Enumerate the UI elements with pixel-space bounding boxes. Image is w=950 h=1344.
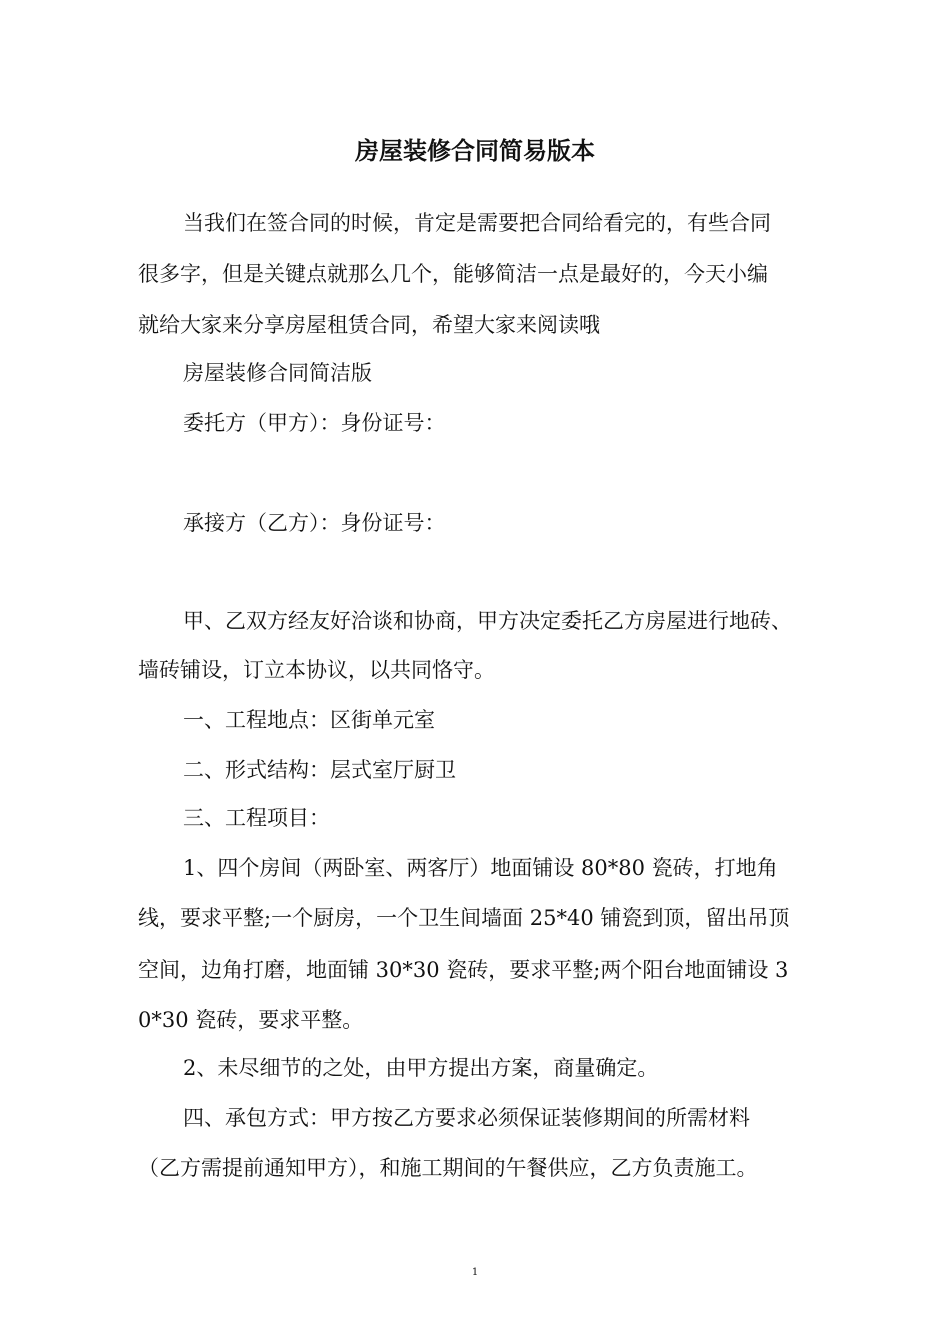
page-number: 1 — [471, 1267, 479, 1278]
section-heading: 一、工程地点：区街单元室 — [183, 708, 435, 732]
paragraph-line: 墙砖铺设，订立本协议，以共同恪守。 — [138, 658, 495, 682]
paragraph-line: 线，要求平整;一个厨房，一个卫生间墙面 25*40 铺瓷到顶，留出吊顶 — [138, 906, 790, 930]
paragraph-line: 2、未尽细节的之处，由甲方提出方案，商量确定。 — [183, 1056, 659, 1080]
paragraph-line: 空间，边角打磨，地面铺 30*30 瓷砖，要求平整;两个阳台地面铺设 3 — [138, 958, 789, 982]
contractor-line: 承接方（乙方）：身份证号： — [183, 511, 446, 535]
paragraph-line: （乙方需提前通知甲方），和施工期间的午餐供应，乙方负责施工。 — [138, 1156, 758, 1180]
paragraph-line: 就给大家来分享房屋租赁合同，希望大家来阅读哦 — [138, 313, 600, 337]
paragraph-line: 很多字，但是关键点就那么几个，能够简洁一点是最好的，今天小编 — [138, 262, 768, 286]
paragraph-line: 0*30 瓷砖，要求平整。 — [138, 1008, 364, 1032]
section-heading: 四、承包方式：甲方按乙方要求必须保证装修期间的所需材料 — [183, 1106, 750, 1130]
paragraph-line: 1、四个房间（两卧室、两客厅）地面铺设 80*80 瓷砖，打地角 — [183, 856, 778, 880]
paragraph-line: 房屋装修合同简洁版 — [183, 361, 372, 385]
paragraph-line: 当我们在签合同的时候，肯定是需要把合同给看完的，有些合同 — [183, 211, 771, 235]
client-line: 委托方（甲方）：身份证号： — [183, 411, 446, 435]
document-title: 房屋装修合同简易版本 — [355, 137, 595, 165]
section-heading: 三、工程项目： — [183, 806, 330, 830]
paragraph-line: 甲、乙双方经友好洽谈和协商，甲方决定委托乙方房屋进行地砖、 — [183, 609, 792, 633]
section-heading: 二、形式结构：层式室厅厨卫 — [183, 758, 456, 782]
